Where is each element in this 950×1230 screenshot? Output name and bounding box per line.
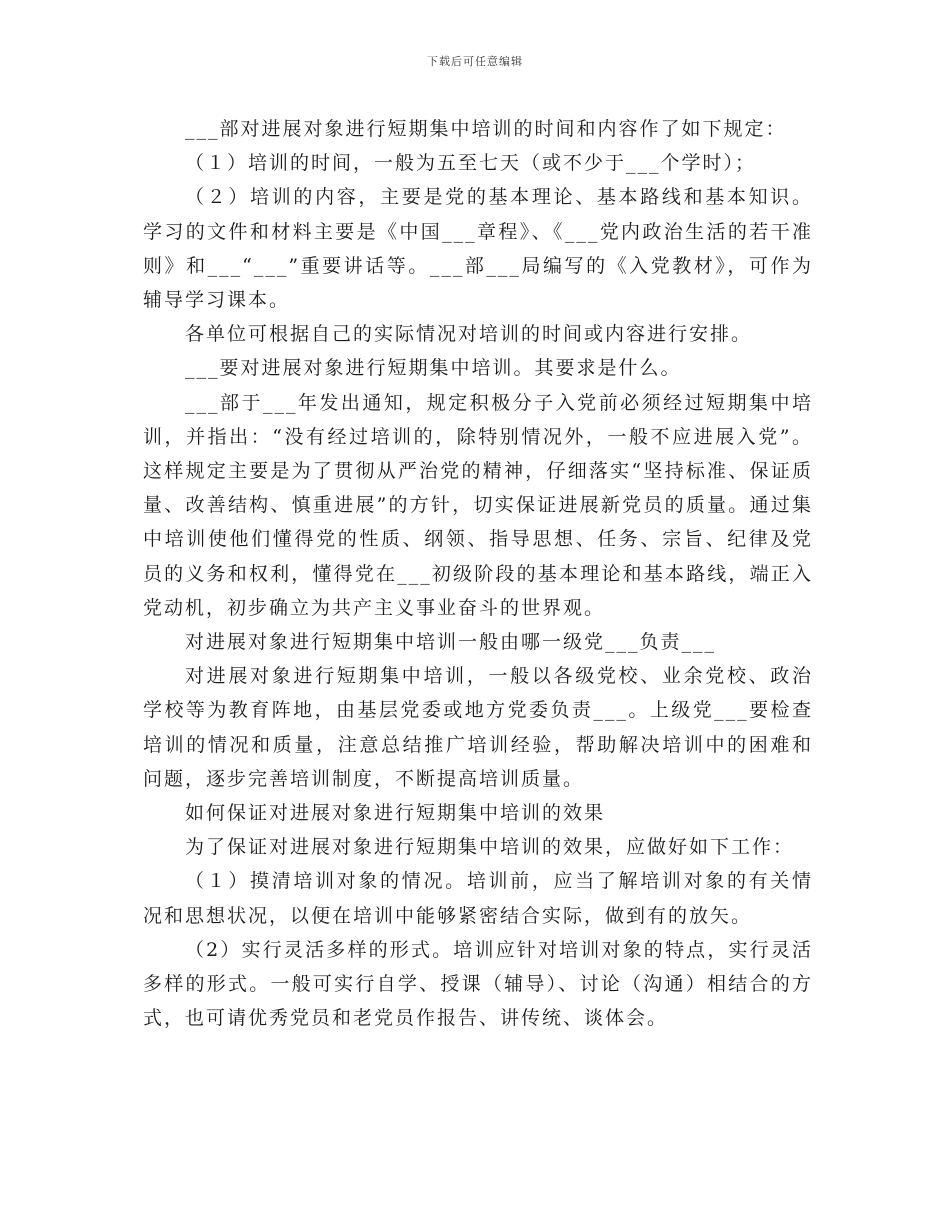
paragraph-unit-arrangement: 各单位可根据自己的实际情况对培训的时间或内容进行安排。 bbox=[185, 323, 753, 346]
paragraph-flexible-forms: （2）实行灵活多样的形式。培训应针对培训对象的特点，实行灵活多样的形式。一般可实行自学、授课（辅导）、讨论（沟通）相结合的方式，也可请优秀党员和老党员作报告、讲传统、谈体会。 bbox=[143, 938, 813, 1030]
paragraph-notice-explanation: ___部于___年发出通知，规定积极分子入党前必须经过短期集中培训，并指出：“没有经过培训的，除特别情况外，一般不应进展入党”。这样规定主要是为了贯彻从严治党的精神，仔细落实“坚持标准、保证质量、改善结构、慎重进展”的方针，切实保证进展新党员的质量。通过集中培训使他们懂得党的性质、纲领、指导思想、任务、宗旨、纪律及党员的义务和权利，懂得党在___初级阶段的基本理论和基本路线，端正入党动机，初步确立为共产主义事业奋斗的世界观。 bbox=[143, 391, 813, 619]
paragraph-responsibility-answer: 对进展对象进行短期集中培训，一般以各级党校、业余党校、政治学校等为教育阵地，由基层党委或地方党委负责___。上级党___要检查培训的情况和质量，注意总结推广培训经验，帮助解决培训中的困难和问题，逐步完善培训制度，不断提高培训质量。 bbox=[143, 665, 813, 790]
paragraph-question-responsibility: 对进展对象进行短期集中培训一般由哪一级党___负责___ bbox=[185, 631, 717, 654]
paragraph-question-requirements: ___要对进展对象进行短期集中培训。其要求是什么。 bbox=[185, 357, 682, 380]
paragraph-training-rules-intro: ___部对进展对象进行短期集中培训的时间和内容作了如下规定： bbox=[185, 118, 787, 140]
document-body bbox=[143, 112, 813, 1035]
paragraph-effectiveness-intro: 为了保证对进展对象进行短期集中培训的效果，应做好如下工作： bbox=[185, 836, 795, 859]
paragraph-question-effectiveness: 如何保证对进展对象进行短期集中培训的效果 bbox=[185, 802, 606, 825]
paragraph-training-time: （１）培训的时间，一般为五至七天（或不少于___个学时）； bbox=[185, 152, 757, 175]
paragraph-know-trainees: （１）摸清培训对象的情况。培训前，应当了解培训对象的有关情况和思想状况，以便在培训中能够紧密结合实际，做到有的放矢。 bbox=[143, 870, 813, 927]
page-header: 下载后可任意编辑 bbox=[427, 55, 523, 68]
paragraph-training-content: （２）培训的内容，主要是党的基本理论、基本路线和基本知识。学习的文件和材料主要是《中国___章程》、《___党内政治生活的若干准则》和___“___”重要讲话等。___部___局编写的《入党教材》，可作为辅导学习课本。 bbox=[143, 186, 813, 312]
